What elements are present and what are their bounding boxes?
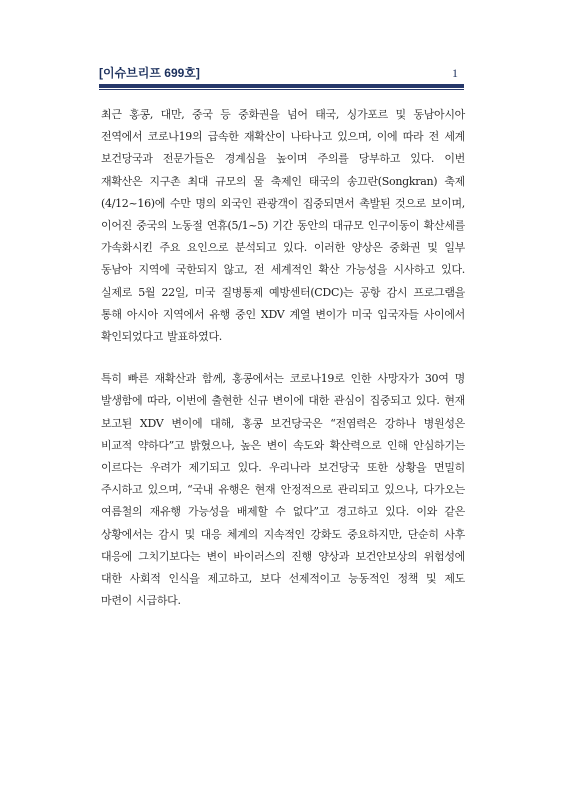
paragraph-1: 최근 홍콩, 대만, 중국 등 중화권을 넘어 태국, 싱가포르 및 동남아시아 전역에서 코로나19의 급속한 재확산이 나타나고 있으며, 이에 따라 전 세계 보건당국과 전문가들은 경계심을 높이며 주의를 당부하고 있다. 이번 재확산은 지구촌 최대 규모의 물 축제인 태국의 송끄란(Songkran) 축제(4/12~16)에 수만 명의 외국인 관광객이 집중되면서 촉발된 것으로 보이며, 이어진 중국의 노동절 연휴(5/1~5) 기간 동안의 대규모 인구이동이 확산세를 가속화시킨 주요 요인으로 분석되고 있다. 이러한 양상은 중화권 및 일부 동남아 지역에 국한되지 않고, 전 세계적인 확산 가능성을 시사하고 있다. 실제로 5월 22일, 미국 질병통제 예방센터(CDC)는 공항 감시 프로그램을 통해 아시아 지역에서 유행 중인 XDV 계열 변이가 미국 입국자들 사이에서 확인되었다고 발표하였다.: [101, 108, 465, 344]
body-text: [101, 104, 465, 612]
issue-brief-title: [이슈브리프 699호]: [99, 66, 200, 80]
page-header: [99, 64, 464, 82]
paragraph-2: 특히 빠른 재확산과 함께, 홍콩에서는 코로나19로 인한 사망자가 30여 명 발생함에 따라, 이번에 출현한 신규 변이에 대한 관심이 집중되고 있다. 현재 보고된 XDV 변이에 대해, 홍콩 보건당국은 “전염력은 강하나 병원성은 비교적 약하다”고 밝혔으나, 높은 변이 속도와 확산력으로 인해 안심하기는 이르다는 우려가 제기되고 있다. 우리나라 보건당국 또한 상황을 면밀히 주시하고 있으며, “국내 유행은 현재 안정적으로 관리되고 있으나, 다가오는 여름철의 재유행 가능성을 배제할 수 없다”고 경고하고 있다. 이와 같은 상황에서는 감시 및 대응 체계의 지속적인 강화도 중요하지만, 단순히 사후 대응에 그치기보다는 변이 바이러스의 진행 양상과 보건안보상의 위험성에 대한 사회적 인식을 제고하고, 보다 선제적이고 능동적인 정책 및 제도 마련이 시급하다.: [101, 372, 465, 608]
page-number: 1: [452, 66, 458, 80]
header-rule-thin: [99, 89, 464, 90]
header-rule-thick: [99, 84, 464, 88]
